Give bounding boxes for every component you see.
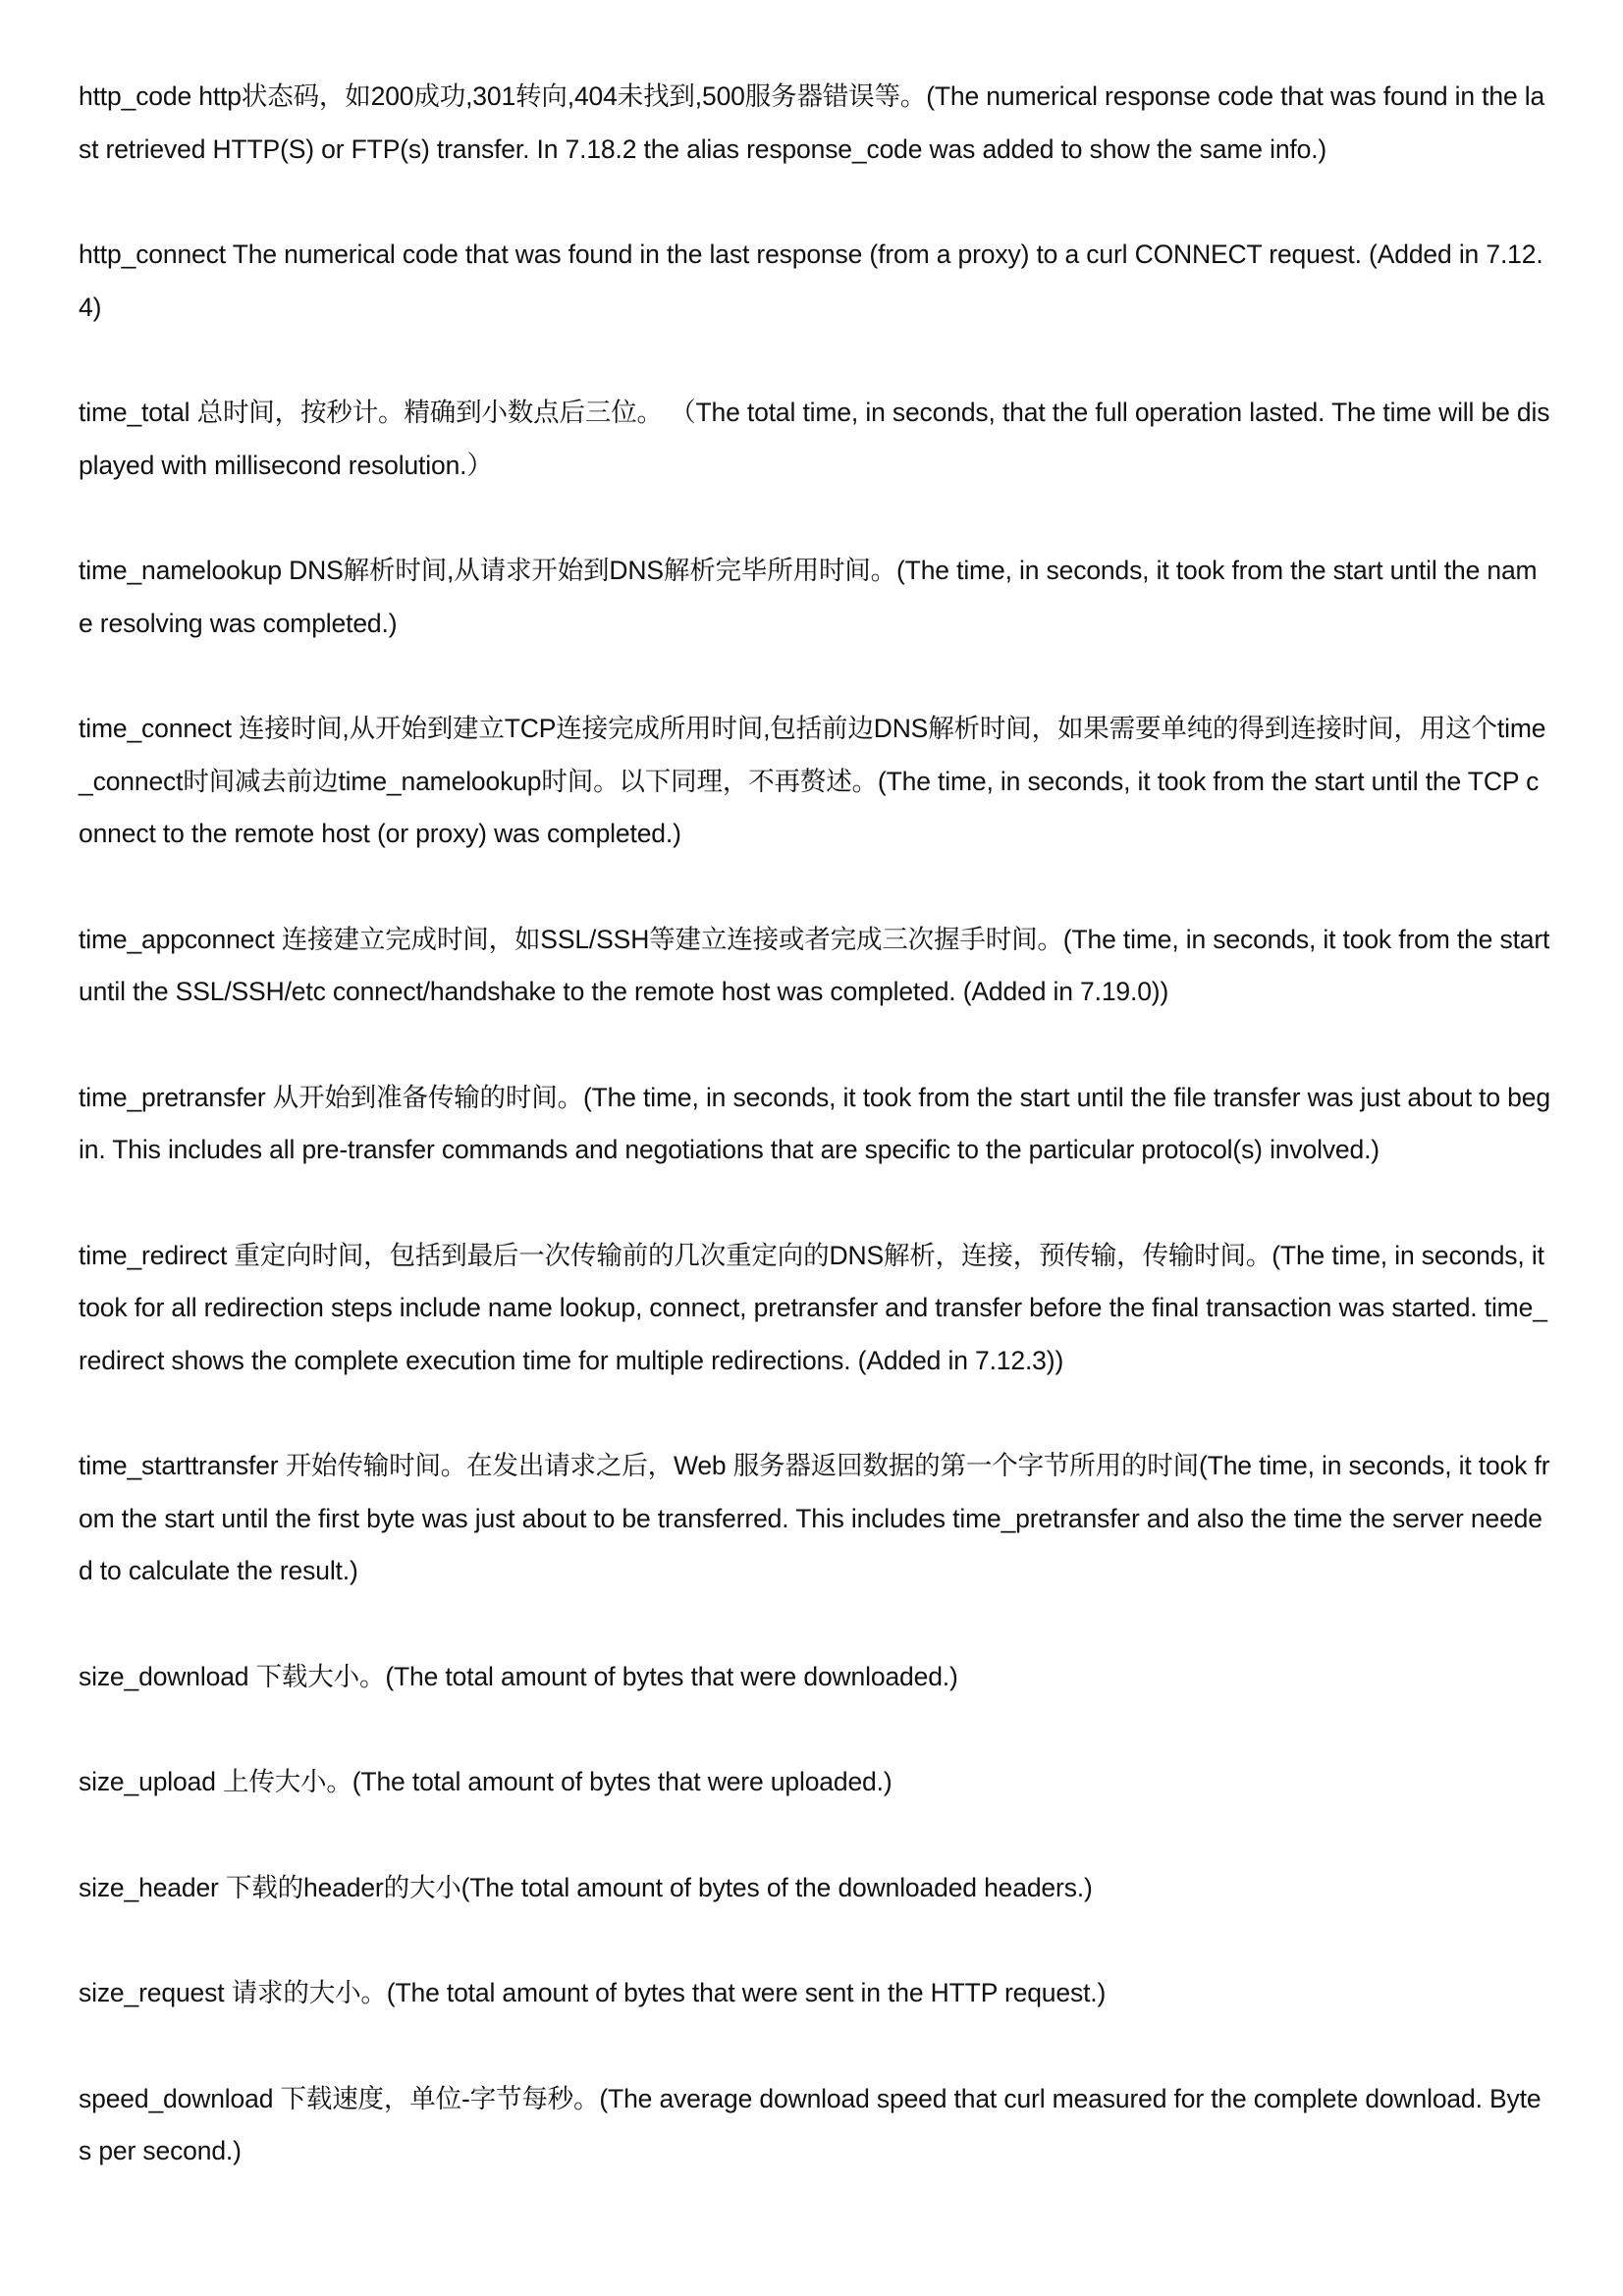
entry-speed-download: speed_download 下载速度，单位-字节每秒。(The average download speed that curl measured for the complete download. Bytes per second.) [79, 2083, 1542, 2165]
entry-time-pretransfer: time_pretransfer 从开始到准备传输的时间。(The time, in seconds, it took from the start until the file transfer was just about to begin. This includes all pre-transfer commands and negotiations that are specific to the particular protocol(s) involved.) [79, 1082, 1550, 1164]
entry-time-total: time_total 总时间，按秒计。精确到小数点后三位。 （The total time, in seconds, that the full operation lasted. The time will be displayed with millisecond resolution.） [79, 398, 1550, 480]
entry-time-redirect: time_redirect 重定向时间，包括到最后一次传输前的几次重定向的DNS解析，连接，预传输，传输时间。(The time, in seconds, it took for all redirection steps include name lookup, connect, pretransfer and transfer before the final transaction was started. time_redirect shows the complete execution time for multiple redirections. (Added in 7.12.3)) [79, 1240, 1547, 1375]
entry-http-code: http_code http状态码，如200成功,301转向,404未找到,500服务器错误等。(The numerical response code that was found in the last retrieved HTTP(S) or FTP(s) transfer. In 7.18.2 the alias response_code was added to show the same info.) [79, 81, 1545, 164]
entry-time-starttransfer: time_starttransfer 开始传输时间。在发出请求之后，Web 服务器返回数据的第一个字节所用的时间(The time, in seconds, it took from the start until the first byte was just about to be transferred. This includes time_pretransfer and also the time the server needed to calculate the result.) [79, 1451, 1550, 1585]
entry-time-namelookup: time_namelookup DNS解析时间,从请求开始到DNS解析完毕所用时间。(The time, in seconds, it took from the start until the name resolving was completed.) [79, 556, 1538, 638]
entry-size-request: size_request 请求的大小。(The total amount of bytes that were sent in the HTTP request.) [79, 1978, 1107, 2007]
entry-http-connect: http_connect The numerical code that was found in the last response (from a proxy) to a curl CONNECT request. (Added in 7.12.4) [79, 240, 1543, 322]
entry-time-connect: time_connect 连接时间,从开始到建立TCP连接完成所用时间,包括前边DNS解析时间，如果需要单纯的得到连接时间，用这个time_connect时间减去前边time_namelookup时间。以下同理，不再赘述。(The time, in seconds, it took from the start until the TCP connect to the remote host (or proxy) was completed.) [79, 714, 1546, 848]
entry-size-download: size_download 下载大小。(The total amount of bytes that were downloaded.) [79, 1661, 958, 1691]
entry-time-appconnect: time_appconnect 连接建立完成时间，如SSL/SSH等建立连接或者完成三次握手时间。(The time, in seconds, it took from the start until the SSL/SSH/etc connect/handshake to the remote host was completed. (Added in 7.19.0)) [79, 924, 1550, 1006]
entry-size-header: size_header 下载的header的大小(The total amount of bytes of the downloaded headers.) [79, 1872, 1093, 1902]
document-page [79, 71, 1551, 2231]
entry-size-upload: size_upload 上传大小。(The total amount of bytes that were uploaded.) [79, 1767, 893, 1796]
